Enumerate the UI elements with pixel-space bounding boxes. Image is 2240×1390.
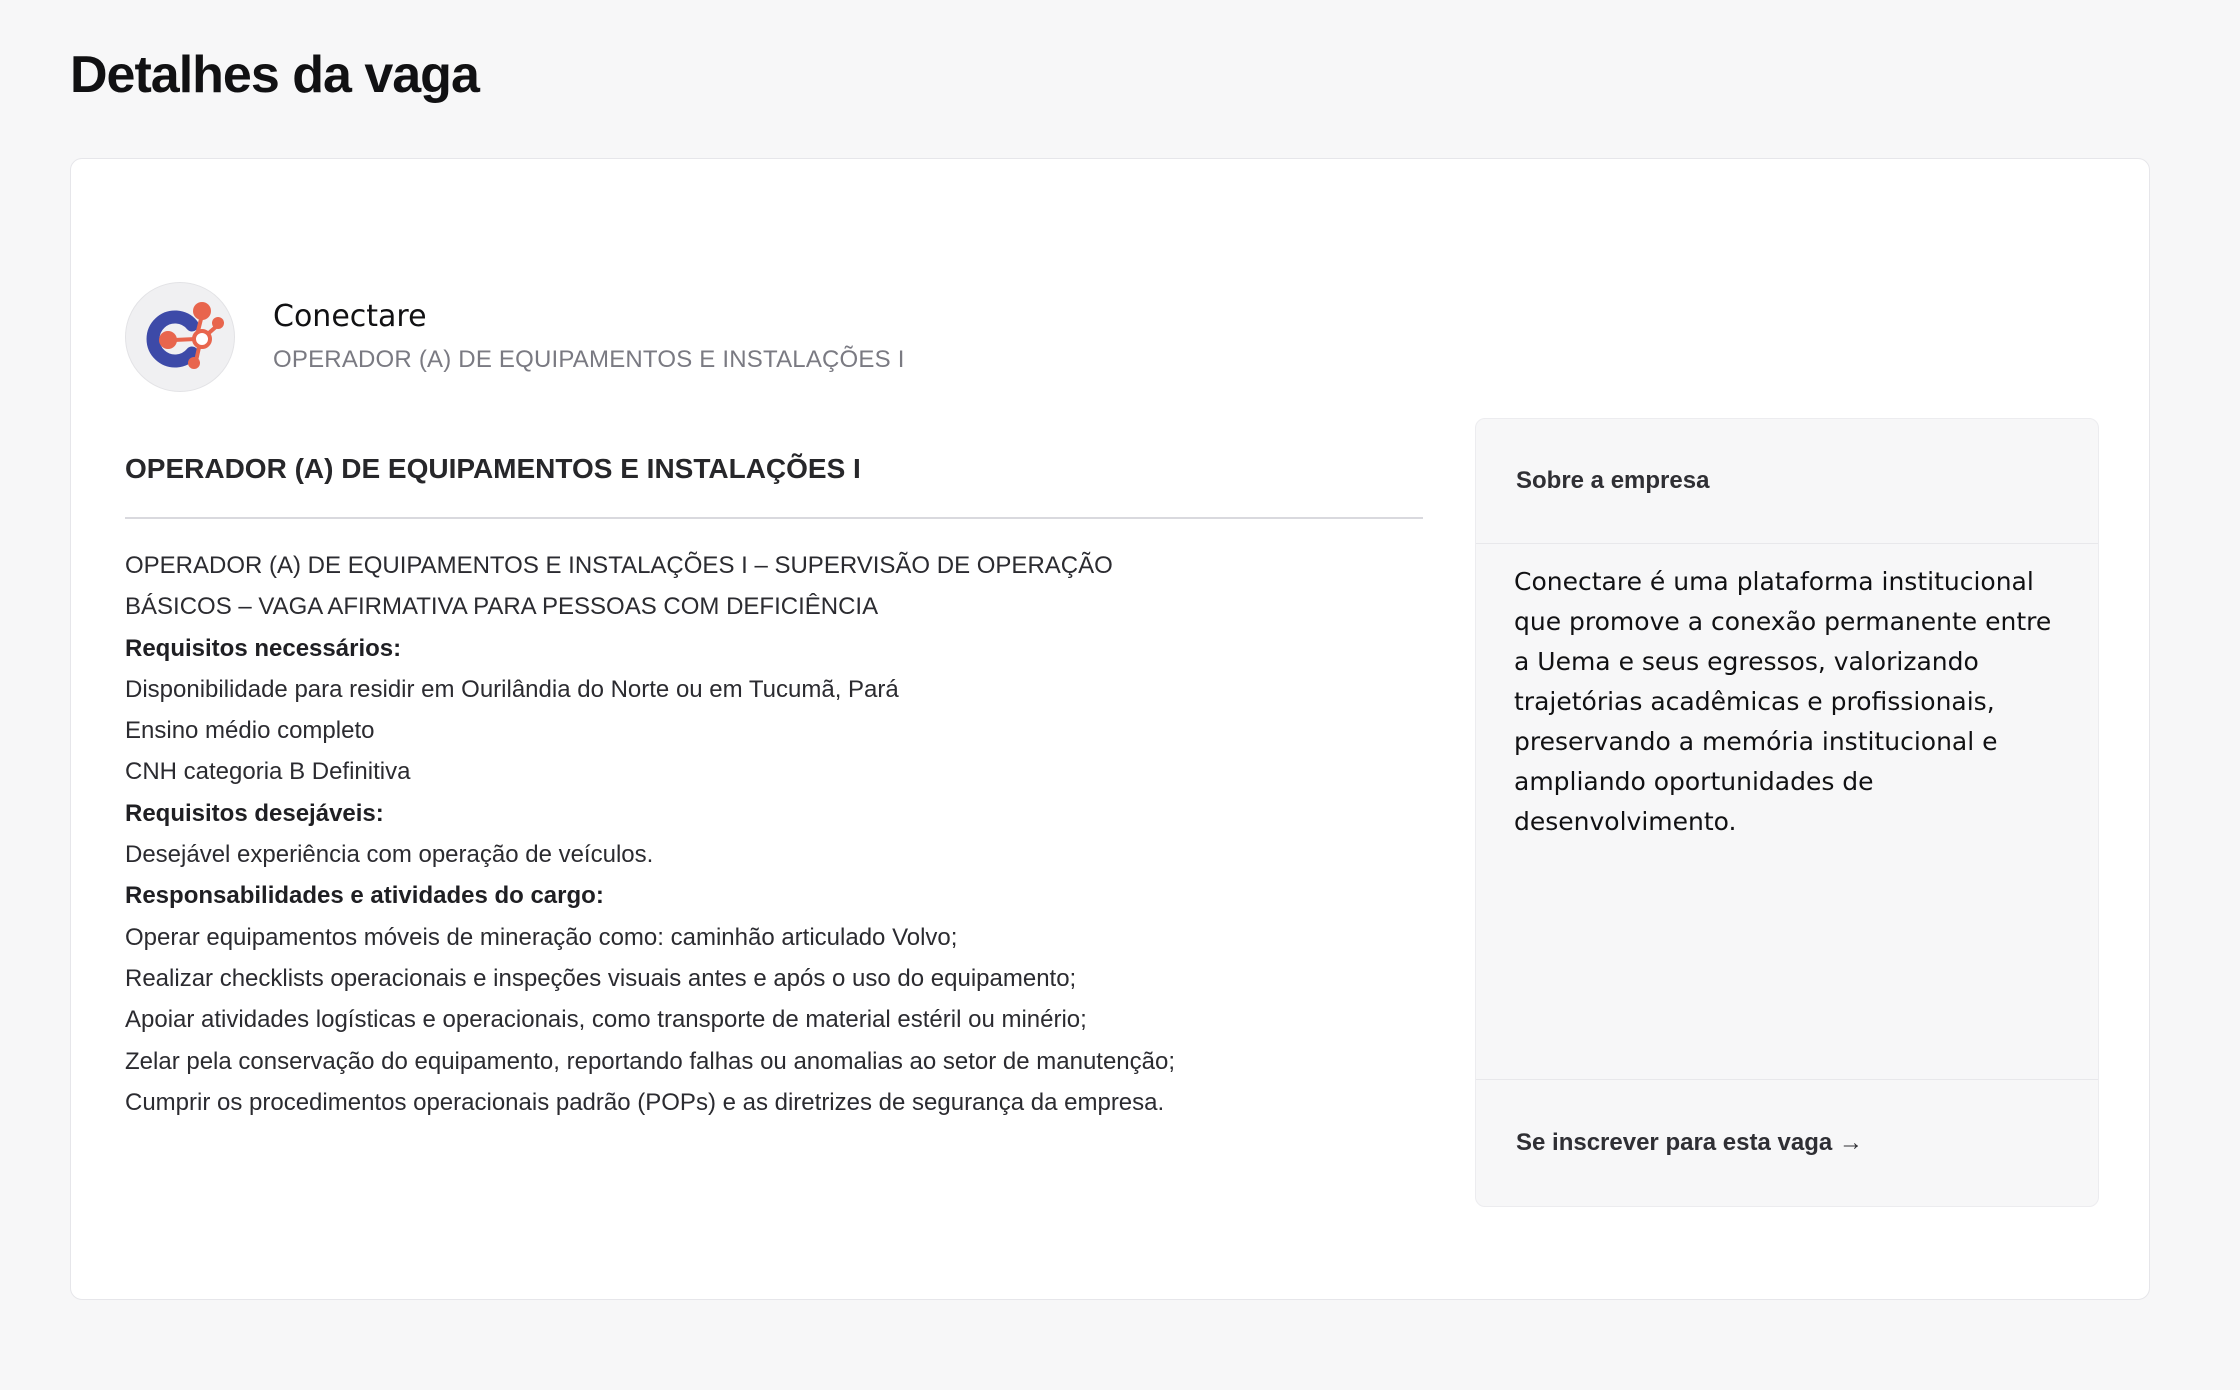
description-section-heading: Requisitos necessários: [125,634,402,662]
job-description [125,545,1423,1123]
company-logo [125,282,235,392]
description-line: BÁSICOS – VAGA AFIRMATIVA PARA PESSOAS COM DEFICIÊNCIA [125,593,879,621]
description-line: Realizar checklists operacionais e inspeções visuais antes e após o uso do equipamento; [125,964,1077,992]
description-line: Disponibilidade para residir em Ourilândia do Norte ou em Tucumã, Pará [125,675,899,703]
description-line: Cumprir os procedimentos operacionais padrão (POPs) e as diretrizes de segurança da empresa. [125,1088,1165,1116]
job-details-card [70,158,2150,1300]
description-line: Operar equipamentos móveis de mineração como: caminhão articulado Volvo; [125,923,958,951]
sidebar-body [1476,544,2098,1080]
description-section-heading: Requisitos desejáveis: [125,799,384,827]
job-description-section [125,447,1423,1123]
company-sidebar [1475,418,2099,1207]
description-line: CNH categoria B Definitiva [125,758,411,786]
description-line: OPERADOR (A) DE EQUIPAMENTOS E INSTALAÇÕES I – SUPERVISÃO DE OPERAÇÃO [125,552,1113,579]
apply-button[interactable]: Se inscrever para esta vaga → [1516,1129,1863,1156]
company-job-subtitle: OPERADOR (A) DE EQUIPAMENTOS E INSTALAÇÕES I [273,346,905,373]
sidebar-header [1476,419,2098,544]
description-section-heading: Responsabilidades e atividades do cargo: [125,882,604,910]
sidebar-heading: Sobre a empresa [1516,467,1710,494]
description-line: Desejável experiência com operação de veículos. [125,841,654,869]
company-name: Conectare [273,299,427,334]
description-line: Zelar pela conservação do equipamento, reportando falhas ou anomalias ao setor de manutenção; [125,1047,1176,1075]
conectare-logo-icon [134,291,226,383]
description-line: Ensino médio completo [125,717,375,745]
description-line: Apoiar atividades logísticas e operacionais, como transporte de material estéril ou minério; [125,1006,1087,1034]
company-about-text: Conectare é uma plataforma institucional que promove a conexão permanente entre a Uema e seus egressos, valorizando trajetórias acadêmicas e profissionais, preservando a memória institucional e ampliando oportunidades de desenvolvimento. [1514,567,2052,836]
sidebar-footer [1476,1080,2098,1206]
page-title: Detalhes da vaga [70,46,479,104]
job-title: OPERADOR (A) DE EQUIPAMENTOS E INSTALAÇÕES I [125,447,1423,519]
company-header [125,282,905,392]
